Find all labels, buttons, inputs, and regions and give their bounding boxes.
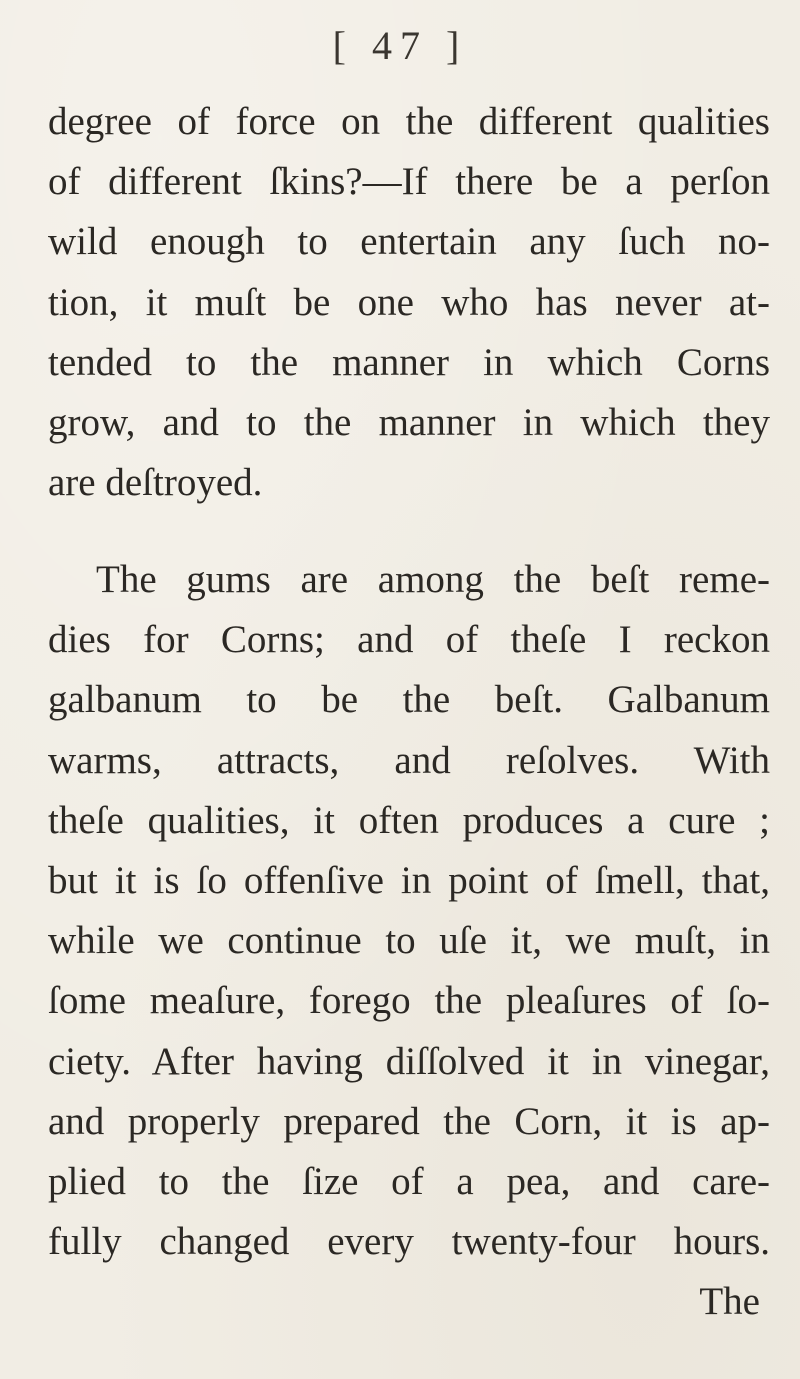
text-line: degree of force on the different qualities bbox=[48, 100, 770, 143]
text-line: tion, it muſt be one who has never at- bbox=[48, 280, 770, 324]
text-line: and properly prepared the Corn, it is ap- bbox=[48, 1099, 770, 1143]
paragraph-2 bbox=[48, 550, 770, 1332]
text-line: theſe qualities, it often produces a cure ; bbox=[48, 798, 770, 842]
text-line: warms, attracts, and reſolves. With bbox=[48, 738, 770, 782]
text-line: while we continue to uſe it, we muſt, in bbox=[48, 919, 770, 963]
text-line: The gums are among the beſt reme- bbox=[96, 558, 770, 601]
catchword: The bbox=[699, 1280, 760, 1324]
text-line: grow, and to the manner in which they bbox=[48, 400, 770, 444]
text-line: wild enough to entertain any ſuch no- bbox=[48, 220, 770, 264]
text-line: dies for Corns; and of theſe I reckon bbox=[48, 618, 770, 662]
text-line: but it is ſo offenſive in point of ſmell, that, bbox=[48, 858, 770, 902]
text-line: ciety. After having diſſolved it in vinegar, bbox=[48, 1039, 770, 1083]
paragraph-1 bbox=[48, 92, 770, 513]
page-number: [ 47 ] bbox=[332, 23, 468, 68]
text-line: plied to the ſize of a pea, and care- bbox=[48, 1159, 770, 1203]
text-line: of different ſkins?—If there be a perſon bbox=[48, 160, 770, 204]
text-line: tended to the manner in which Corns bbox=[48, 340, 770, 384]
text-line: galbanum to be the beſt. Galbanum bbox=[48, 678, 770, 722]
text-line: are deſtroyed. bbox=[48, 461, 263, 505]
text-line: ſome meaſure, forego the pleaſures of ſo- bbox=[48, 979, 770, 1023]
text-line: fully changed every twenty-four hours. bbox=[48, 1220, 770, 1264]
